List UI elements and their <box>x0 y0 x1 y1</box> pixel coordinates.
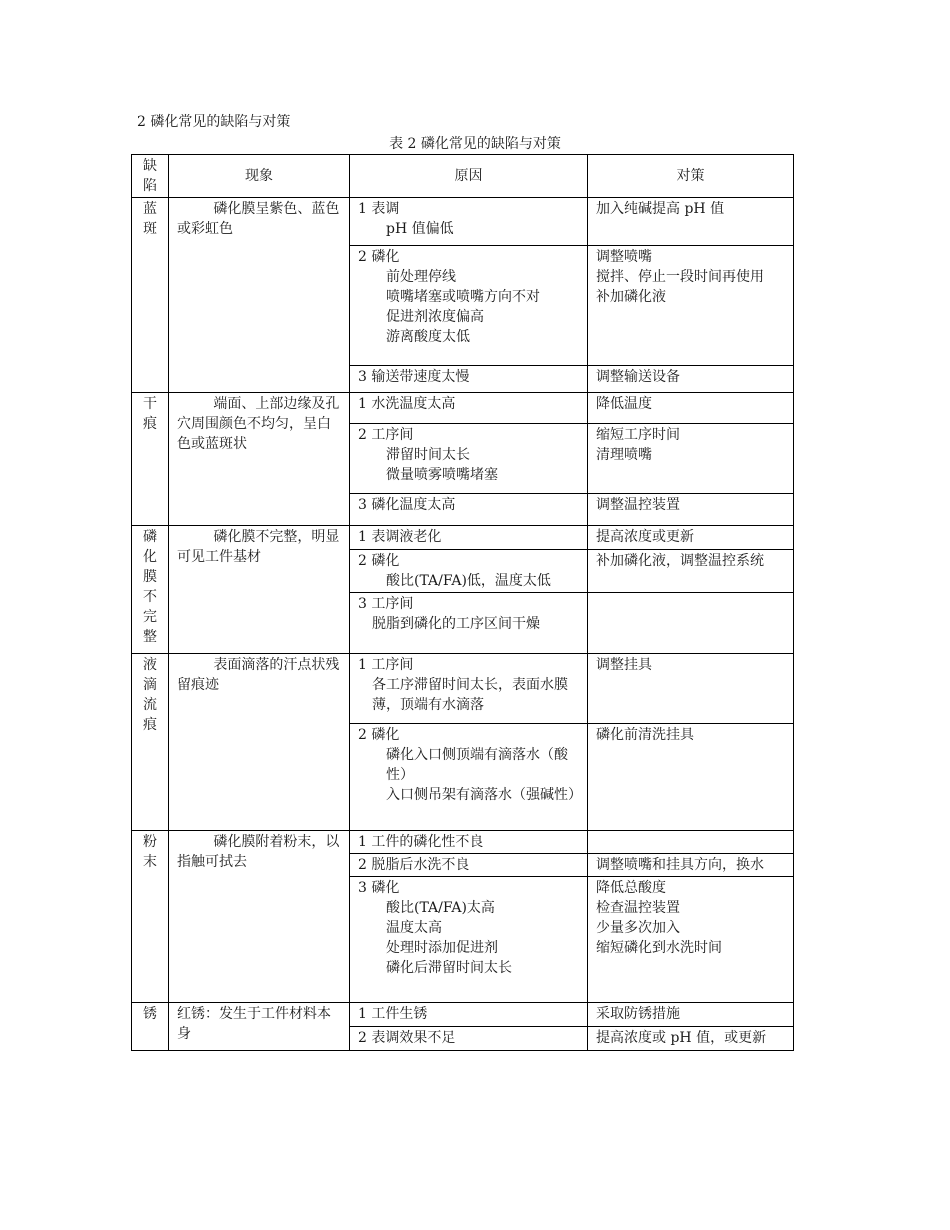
phenomenon-text: 表面滴落的汗点状残留痕迹 <box>177 657 340 693</box>
solution-item: 加入纯碱提高 pH 值 <box>596 201 725 217</box>
cause-item: 入口侧吊架有滴落水（强碱性） <box>386 787 582 803</box>
solution-item: 提高浓度或更新 <box>596 529 694 545</box>
cause-cell <box>350 877 588 1003</box>
solution-item: 磷化前清洗挂具 <box>596 727 694 743</box>
defects-table <box>131 154 794 1051</box>
cause-title: 3 输送带速度太慢 <box>358 369 470 385</box>
solution-item: 补加磷化液 <box>596 289 666 305</box>
defect-name-cell <box>132 393 169 526</box>
table-caption: 表 2 磷化常见的缺陷与对策 <box>389 136 561 152</box>
phenomenon-text: 端面、上部边缘及孔穴周围颜色不均匀，呈白色或蓝斑状 <box>177 396 340 452</box>
cause-cell <box>350 550 588 593</box>
solution-item: 缩短工序时间 <box>596 427 680 443</box>
solution-cell <box>588 724 794 831</box>
table-row <box>132 831 794 854</box>
phenomenon-cell <box>169 198 350 393</box>
defect-name-char: 完 <box>143 609 157 625</box>
defect-name-char: 整 <box>143 629 157 645</box>
solution-cell <box>588 831 794 854</box>
defect-name-char: 粉 <box>143 834 157 850</box>
table-row <box>132 526 794 550</box>
cause-title: 2 脱脂后水洗不良 <box>358 857 470 873</box>
cause-item: 温度太高 <box>386 920 442 936</box>
cause-cell <box>350 246 588 366</box>
cause-title: 2 磷化 <box>358 727 400 743</box>
solution-item: 调整挂具 <box>596 657 652 673</box>
cause-item: 脱脂到磷化的工序区间干燥 <box>372 616 540 632</box>
cause-cell <box>350 831 588 854</box>
cause-title: 3 磷化温度太高 <box>358 497 456 513</box>
table-row <box>132 1003 794 1027</box>
solution-cell <box>588 366 794 393</box>
phenomenon-text: 磷化膜不完整，明显可见工件基材 <box>177 529 340 565</box>
solution-item: 降低温度 <box>596 396 652 412</box>
cause-item: 各工序滞留时间太长，表面水膜薄，顶端有水滴落 <box>372 677 568 713</box>
cause-item: 酸比(TA/FA)低，温度太低 <box>386 573 551 589</box>
cause-cell <box>350 1003 588 1027</box>
phenomenon-cell <box>169 526 350 654</box>
defect-name-cell <box>132 198 169 393</box>
defect-name-char: 液 <box>143 657 157 673</box>
defect-name-char: 不 <box>143 589 157 605</box>
defect-name-char: 蓝 <box>143 201 157 217</box>
phenomenon-text: 红锈：发生于工件材料本身 <box>177 1006 331 1042</box>
cause-title: 1 工件的磷化性不良 <box>358 834 484 850</box>
defect-name-char: 痕 <box>143 717 157 733</box>
defect-name-char: 斑 <box>143 221 157 237</box>
solution-cell <box>588 654 794 724</box>
solution-item: 少量多次加入 <box>596 920 680 936</box>
cause-cell <box>350 393 588 424</box>
cause-item: 磷化入口侧顶端有滴落水（酸性） <box>386 747 568 783</box>
cause-title: 2 表调效果不足 <box>358 1030 456 1046</box>
cause-item: 游离酸度太低 <box>386 329 470 345</box>
solution-cell <box>588 198 794 246</box>
header-row <box>132 155 794 198</box>
cause-cell <box>350 494 588 526</box>
header-solution: 对策 <box>588 155 794 198</box>
defect-name-char: 滴 <box>143 677 157 693</box>
cause-cell <box>350 366 588 393</box>
solution-cell <box>588 393 794 424</box>
cause-cell <box>350 724 588 831</box>
solution-item: 提高浓度或 pH 值，或更新 <box>596 1030 767 1046</box>
solution-item: 清理喷嘴 <box>596 447 652 463</box>
table-row <box>132 654 794 724</box>
cause-title: 2 工序间 <box>358 427 414 443</box>
cause-title: 3 磷化 <box>358 880 400 896</box>
solution-cell <box>588 550 794 593</box>
phenomenon-cell <box>169 1003 350 1051</box>
solution-item: 补加磷化液，调整温控系统 <box>596 553 764 569</box>
solution-cell <box>588 854 794 877</box>
solution-cell <box>588 494 794 526</box>
table-row <box>132 393 794 424</box>
cause-item: 磷化后滞留时间太长 <box>386 960 512 976</box>
section-heading: 2 磷化常见的缺陷与对策 <box>137 114 291 130</box>
solution-item: 降低总酸度 <box>596 880 666 896</box>
header-defect <box>132 155 169 198</box>
defect-name-char: 痕 <box>143 416 157 432</box>
phenomenon-cell <box>169 393 350 526</box>
solution-item: 采取防锈措施 <box>596 1006 680 1022</box>
table-row <box>132 198 794 246</box>
cause-title: 1 水洗温度太高 <box>358 396 456 412</box>
cause-cell <box>350 593 588 654</box>
solution-item: 调整输送设备 <box>596 369 680 385</box>
cause-title: 1 工件生锈 <box>358 1006 428 1022</box>
cause-title: 2 磷化 <box>358 249 400 265</box>
defect-name-char: 干 <box>143 396 157 412</box>
cause-item: 滞留时间太长 <box>386 447 470 463</box>
header-defect-char-1: 缺 <box>143 158 157 174</box>
cause-item: 前处理停线 <box>386 269 456 285</box>
cause-cell <box>350 526 588 550</box>
defect-name-char: 锈 <box>143 1006 157 1022</box>
cause-title: 3 工序间 <box>358 596 414 612</box>
solution-cell <box>588 593 794 654</box>
defect-name-cell <box>132 831 169 1003</box>
table-body <box>132 198 794 1051</box>
defect-name-cell <box>132 654 169 831</box>
phenomenon-cell <box>169 831 350 1003</box>
cause-title: 1 工序间 <box>358 657 414 673</box>
cause-item: 酸比(TA/FA)太高 <box>386 900 495 916</box>
solution-item: 调整喷嘴 <box>596 249 652 265</box>
solution-item: 调整喷嘴和挂具方向，换水 <box>596 857 764 873</box>
phenomenon-text: 磷化膜附着粉末，以指触可拭去 <box>177 834 340 870</box>
solution-item: 搅拌、停止一段时间再使用 <box>596 269 764 285</box>
cause-title: 1 表调液老化 <box>358 529 442 545</box>
cause-title: 1 表调 <box>358 201 400 217</box>
phenomenon-cell <box>169 654 350 831</box>
phenomenon-text: 磷化膜呈紫色、蓝色或彩虹色 <box>177 201 340 237</box>
cause-item: 处理时添加促进剂 <box>386 940 498 956</box>
cause-cell <box>350 198 588 246</box>
header-phenomenon: 现象 <box>169 155 350 198</box>
solution-item: 缩短磷化到水洗时间 <box>596 940 722 956</box>
cause-cell <box>350 424 588 494</box>
header-defect-char-2: 陷 <box>143 178 157 194</box>
solution-cell <box>588 1003 794 1027</box>
cause-cell <box>350 654 588 724</box>
cause-item: 促进剂浓度偏高 <box>386 309 484 325</box>
defect-name-char: 磷 <box>143 529 157 545</box>
defect-name-char: 化 <box>143 549 157 565</box>
defect-name-char: 末 <box>143 854 157 870</box>
solution-cell <box>588 526 794 550</box>
cause-cell <box>350 1027 588 1051</box>
defect-name-char: 流 <box>143 697 157 713</box>
cause-title: 2 磷化 <box>358 553 400 569</box>
cause-cell <box>350 854 588 877</box>
cause-item: 微量喷雾喷嘴堵塞 <box>386 467 498 483</box>
solution-item: 调整温控装置 <box>596 497 680 513</box>
solution-cell <box>588 1027 794 1051</box>
defect-name-cell <box>132 526 169 654</box>
header-cause: 原因 <box>350 155 588 198</box>
cause-item: pH 值偏低 <box>386 221 454 237</box>
solution-cell <box>588 246 794 366</box>
cause-item: 喷嘴堵塞或喷嘴方向不对 <box>386 289 540 305</box>
defect-name-char: 膜 <box>143 569 157 585</box>
solution-cell <box>588 877 794 1003</box>
defect-name-cell <box>132 1003 169 1051</box>
solution-item: 检查温控装置 <box>596 900 680 916</box>
solution-cell <box>588 424 794 494</box>
